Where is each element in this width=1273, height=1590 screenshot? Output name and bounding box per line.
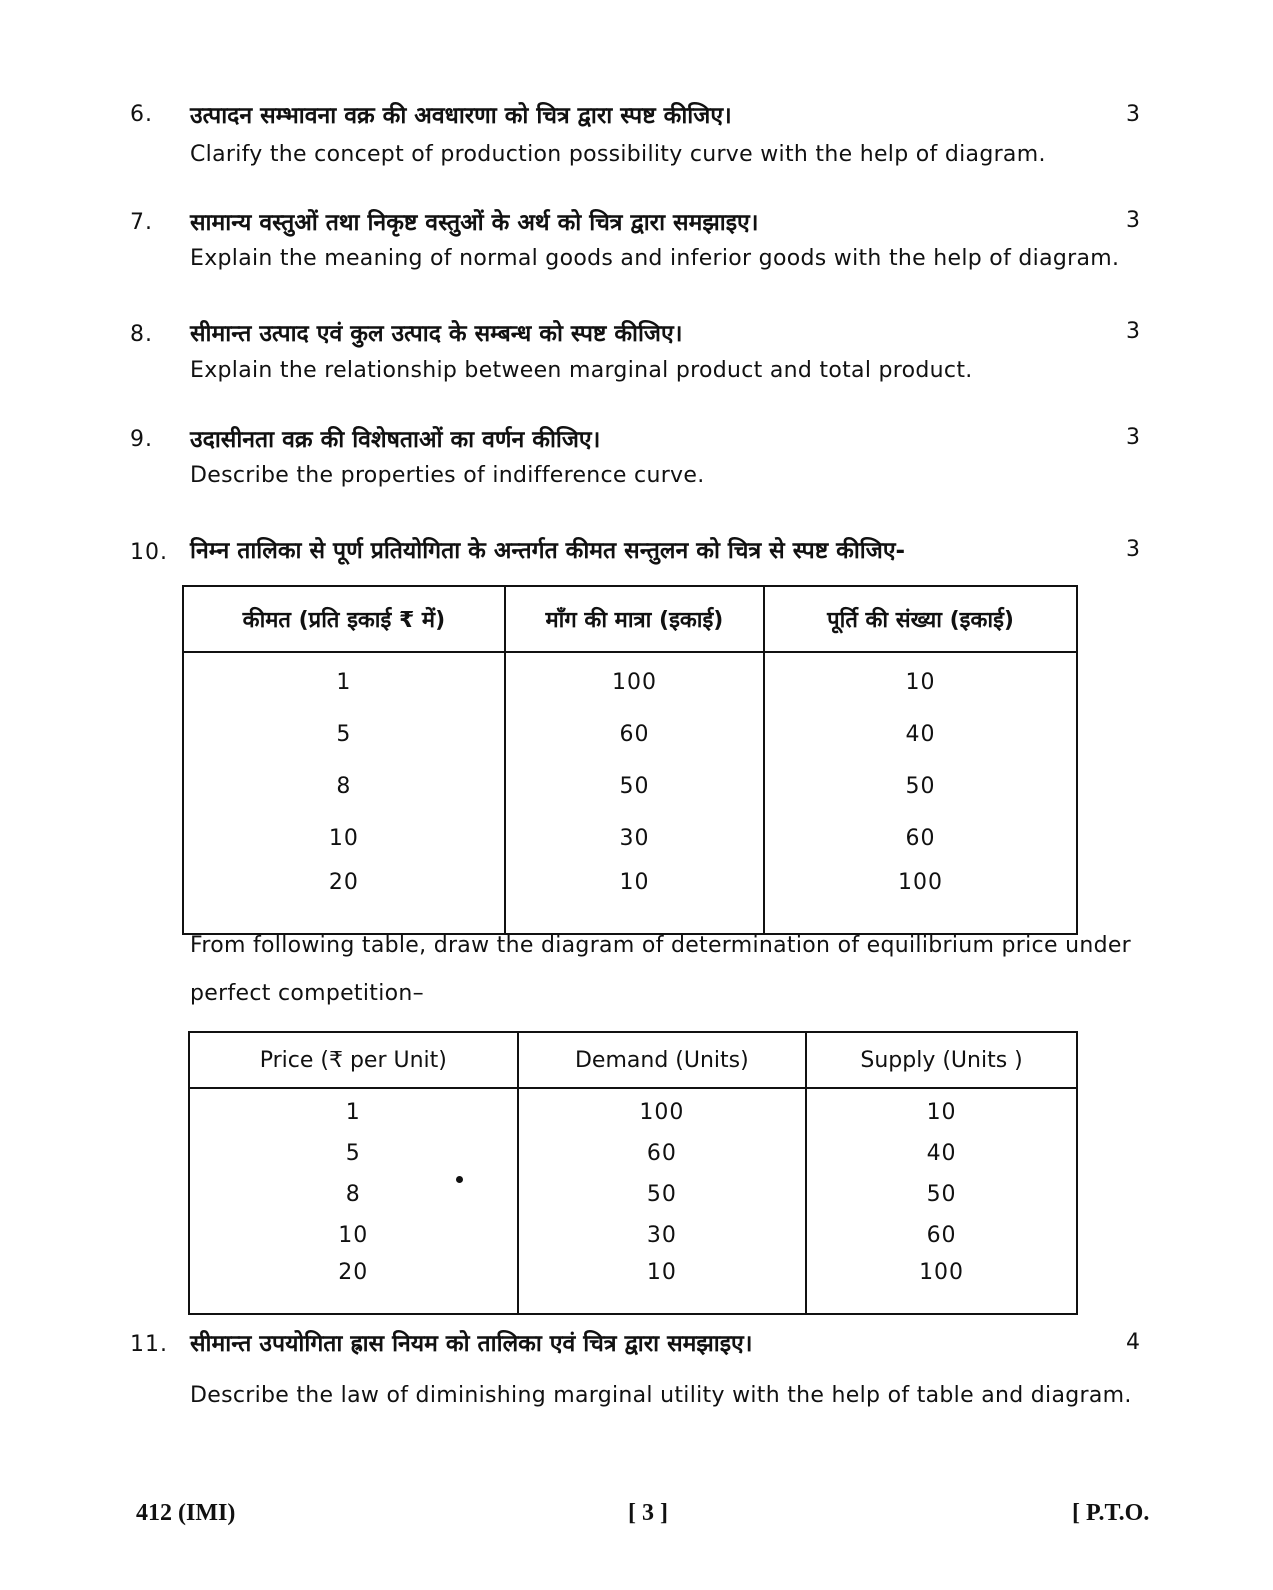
question-marks: 3 — [1126, 102, 1140, 127]
question-english-text: Explain the relationship between marginal product and total product. — [190, 358, 973, 383]
table-row — [183, 708, 1077, 760]
question-hindi-text: उत्पादन सम्भावना वक्र की अवधारणा को चित्र द्वारा स्पष्ट कीजिए। — [190, 103, 732, 129]
price-cell: 5 — [183, 708, 505, 760]
question-number: 6. — [130, 102, 153, 127]
supply-cell: 50 — [806, 1174, 1077, 1215]
price-cell: 8 — [189, 1174, 518, 1215]
paper-code: 412 (IMI) — [136, 1500, 236, 1526]
demand-cell: 50 — [505, 760, 764, 812]
question-hindi-text: सीमान्त उपयोगिता ह्रास नियम को तालिका एवं चित्र द्वारा समझाइए। — [190, 1331, 753, 1357]
question-hindi-text: सामान्य वस्तुओं तथा निकृष्ट वस्तुओं के अर्थ को चित्र द्वारा समझाइए। — [190, 210, 759, 236]
supply-cell: 40 — [806, 1133, 1077, 1174]
please-turn-over: [ P.T.O. — [1072, 1500, 1150, 1526]
question-number: 7. — [130, 210, 153, 235]
hindi-data-table — [182, 585, 1078, 935]
question-marks: 3 — [1126, 537, 1140, 562]
question-number: 11. — [130, 1332, 168, 1357]
table-row — [189, 1088, 1077, 1133]
supply-cell: 50 — [764, 760, 1077, 812]
column-header-supply: Supply (Units ) — [806, 1032, 1077, 1088]
table-row — [183, 760, 1077, 812]
column-header-demand: Demand (Units) — [518, 1032, 807, 1088]
question-english-text: Describe the law of diminishing marginal utility with the help of table and diagram. — [190, 1383, 1132, 1408]
demand-cell: 10 — [518, 1256, 807, 1314]
table-header-row — [183, 586, 1077, 652]
table-row — [183, 812, 1077, 864]
table-row — [189, 1256, 1077, 1314]
column-header-demand: माँग की मात्रा (इकाई) — [505, 586, 764, 652]
price-cell: 1 — [183, 652, 505, 708]
supply-cell: 10 — [764, 652, 1077, 708]
question-hindi-text: निम्न तालिका से पूर्ण प्रतियोगिता के अन्तर्गत कीमत सन्तुलन को चित्र से स्पष्ट कीजिए- — [190, 538, 906, 564]
demand-cell: 60 — [505, 708, 764, 760]
question-english-text: Explain the meaning of normal goods and inferior goods with the help of diagram. — [190, 246, 1120, 271]
page-number: [ 3 ] — [628, 1500, 668, 1526]
question-number: 9. — [130, 427, 153, 452]
english-data-table — [188, 1031, 1078, 1315]
question-marks: 3 — [1126, 319, 1140, 344]
supply-cell: 40 — [764, 708, 1077, 760]
scan-speck — [456, 1176, 463, 1183]
question-english-text: Describe the properties of indifference curve. — [190, 463, 705, 488]
table-row — [189, 1133, 1077, 1174]
price-cell: 20 — [189, 1256, 518, 1314]
question-marks: 4 — [1126, 1330, 1140, 1355]
question-english-text: Clarify the concept of production possibility curve with the help of diagram. — [190, 142, 1046, 167]
question-number: 10. — [130, 540, 168, 565]
supply-cell: 100 — [806, 1256, 1077, 1314]
question-hindi-text: उदासीनता वक्र की विशेषताओं का वर्णन कीजिए। — [190, 427, 601, 453]
question-number: 8. — [130, 322, 153, 347]
question-10-english-text: From following table, draw the diagram of determination of equilibrium price under perfect competition– — [190, 933, 1132, 1006]
table-header-row — [189, 1032, 1077, 1088]
column-header-supply: पूर्ति की संख्या (इकाई) — [764, 586, 1077, 652]
price-cell: 8 — [183, 760, 505, 812]
demand-cell: 60 — [518, 1133, 807, 1174]
demand-cell: 10 — [505, 864, 764, 934]
supply-cell: 100 — [764, 864, 1077, 934]
demand-cell: 50 — [518, 1174, 807, 1215]
question-hindi-text: सीमान्त उत्पाद एवं कुल उत्पाद के सम्बन्ध को स्पष्ट कीजिए। — [190, 321, 683, 347]
price-cell: 1 — [189, 1088, 518, 1133]
price-cell: 20 — [183, 864, 505, 934]
demand-cell: 30 — [518, 1215, 807, 1256]
table-row — [183, 652, 1077, 708]
price-cell: 10 — [183, 812, 505, 864]
table-row — [189, 1174, 1077, 1215]
supply-cell: 60 — [806, 1215, 1077, 1256]
column-header-price: कीमत (प्रति इकाई ₹ में) — [183, 586, 505, 652]
demand-cell: 100 — [518, 1088, 807, 1133]
demand-cell: 100 — [505, 652, 764, 708]
question-marks: 3 — [1126, 208, 1140, 233]
demand-cell: 30 — [505, 812, 764, 864]
price-cell: 10 — [189, 1215, 518, 1256]
column-header-price: Price (₹ per Unit) — [189, 1032, 518, 1088]
supply-cell: 10 — [806, 1088, 1077, 1133]
price-cell: 5 — [189, 1133, 518, 1174]
supply-cell: 60 — [764, 812, 1077, 864]
table-row — [189, 1215, 1077, 1256]
question-marks: 3 — [1126, 425, 1140, 450]
